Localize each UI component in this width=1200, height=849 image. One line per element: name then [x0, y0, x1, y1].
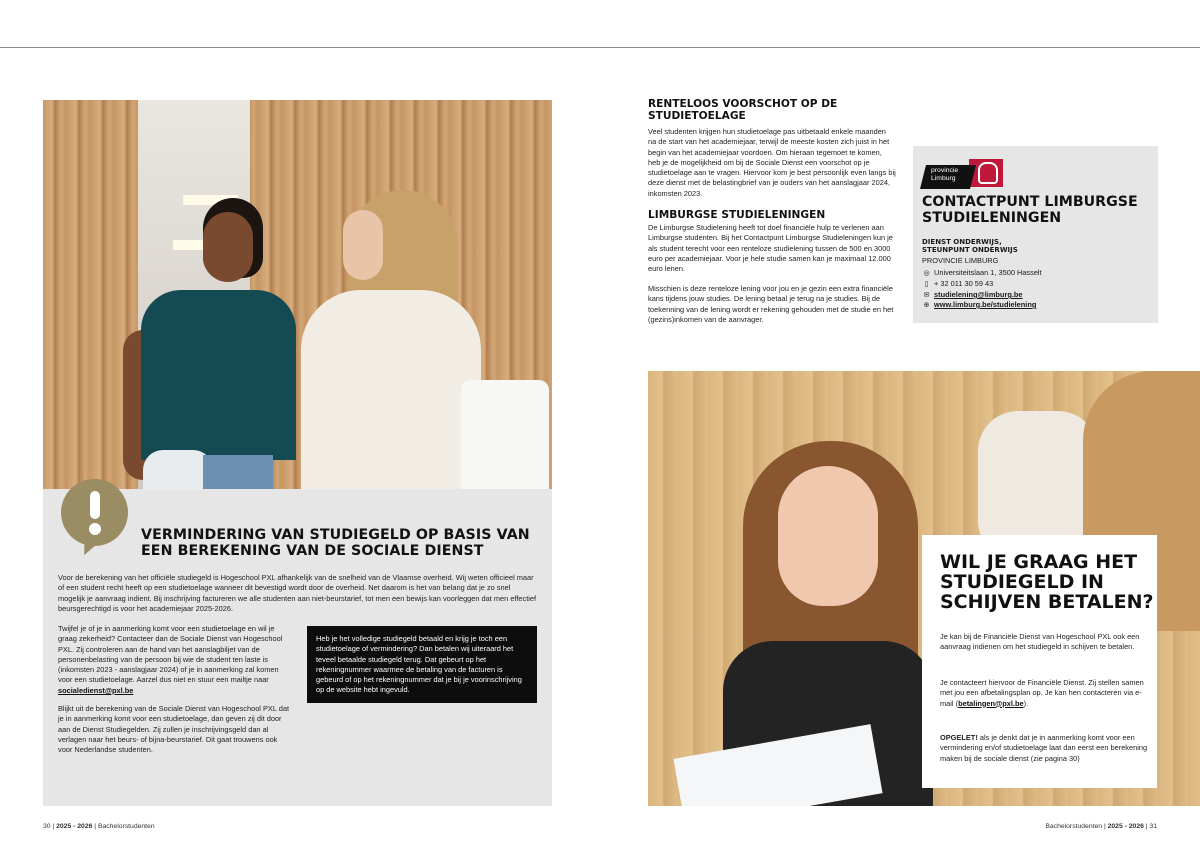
- renteloos-text: Veel studenten krijgen hun studietoelage pas uitbetaald enkele maanden na de start van het academiejaar, terwijl de meeste kosten zich juist in het begin van het academiejaar voordoen. Om hieraan tegemoet te komen, heb je de mogelijkheid om bij de Sociale Dienst een voorschot op je studietoelage aan te vragen. Hiervoor kom je best persoonlijk even langs bij deze dienst met de belastingbrief van je ouders van het aanslagjaar 2024, inkomsten 2023.: [648, 127, 896, 198]
- contact-address: [922, 268, 1152, 279]
- limburgse-text-2: Misschien is deze renteloze lening voor jou en je gezin een extra financiële kans tijdens jouw studies. De lening betaal je terug na je studies. Bij de toekenning van de lening wordt er rekening gehouden met de studie en het (gezins)inkomen van de aanvrager.: [648, 284, 894, 324]
- schijven-paragraph-2: [940, 678, 1155, 709]
- limburgse-studieleningen-heading: LIMBURGSE STUDIELENINGEN: [648, 209, 826, 221]
- page-number: 30: [43, 823, 51, 830]
- academic-year: 2025 - 2026: [1107, 823, 1144, 830]
- footer-right: Bachelorstudenten | 2025 - 2026 | 31: [1045, 823, 1157, 830]
- envelope-icon: ✉: [923, 292, 930, 299]
- paragraph-text: Twijfel je of je in aanmerking komt voor een studietoelage en wil je graag zekerheid? Contacteer dan de Sociale Dienst van Hogeschool PXL. Zij controleren aan de hand van het aanslagbiljet van de personenbelasting van de persoon bij wie de student ten laste is (inkomsten 2023 - aanslagjaar 2024) of je in aanmerking zal komen voor een studietoelage. Aarzel dus niet en stuur een mailtje naar: [58, 624, 283, 685]
- betalingen-email-link[interactable]: betalingen@pxl.be: [958, 698, 1024, 708]
- warning-label: OPGELET!: [940, 733, 978, 742]
- page-number: 31: [1149, 823, 1157, 830]
- vermindering-intro: Voor de berekening van het officiële studiegeld is Hogeschool PXL afhankelijk van de snelheid van de Vlaamse overheid. Wij weten officieel maar of een student recht heeft op een studietoelage wanneer dit bevestigd wordt door de overheid. Net daarom is het van belang dat je zo snel mogelijk je aanvraag indient. Bij inschrijving factureren we alle studenten aan niet-beurstarief, tot men een bewijs kan voorleggen dat men effectief beursgerechtigd is voor het academiejaar 2025-2026.: [58, 573, 537, 613]
- top-rule: [0, 47, 1200, 48]
- exclamation-mark-bar: [90, 491, 100, 519]
- contact-department: [922, 238, 1152, 255]
- vermindering-paragraph-1: [58, 624, 293, 696]
- location-pin-icon: ◎: [923, 270, 930, 277]
- logo-word: provincie: [931, 167, 959, 174]
- email-link[interactable]: studielening@limburg.be: [934, 290, 1023, 299]
- contact-province: PROVINCIE LIMBURG: [922, 256, 999, 265]
- contact-phone: [922, 279, 1152, 290]
- vermindering-paragraph-2: Blijkt uit de berekening van de Sociale Dienst van Hogeschool PXL dat je in aanmerking komt voor een studietoelage, dan geven zij dit door aan de Dienst Studiegelden. Zij zullen je inschrijvingsgeld dan al verlagen naar het beurs- of bijna-beurstarief. Dit gaat trouwens ook voor Nederlandse studenten.: [58, 704, 290, 755]
- exclamation-mark-dot: [89, 523, 101, 535]
- lion-crest-icon: [978, 162, 998, 184]
- department-line: STEUNPUNT ONDERWIJS: [922, 246, 1018, 255]
- website-link[interactable]: www.limburg.be/studielening: [934, 300, 1037, 309]
- phone-text: + 32 011 30 59 43: [934, 279, 994, 288]
- schijven-heading: WIL JE GRAAG HET STUDIEGELD IN SCHIJVEN BETALEN?: [940, 551, 1154, 613]
- logo-word: Limburg: [931, 174, 956, 182]
- schijven-paragraph-3: [940, 733, 1152, 764]
- students-photo-left: [43, 100, 552, 489]
- paragraph-text: ).: [1023, 698, 1029, 708]
- vermindering-heading: VERMINDERING VAN STUDIEGELD OP BASIS VAN EEN BEREKENING VAN DE SOCIALE DIENST: [141, 527, 530, 559]
- paragraph-text: als je denkt dat je in aanmerking komt voor een vermindering en/of studietoelage laat dan eerst een berekening maken bij de sociale dienst (zie pagina 30): [940, 733, 1148, 763]
- academic-year: 2025 - 2026: [56, 823, 93, 830]
- student-teal-shirt: [141, 290, 296, 460]
- department-line: DIENST ONDERWIJS,: [922, 238, 1002, 246]
- limburgse-text-1: De Limburgse Studielening heeft tot doel financiële hulp te verlenen aan Limburgse studenten. Bij het Contactpunt Limburgse Studieleningen kun je als student terecht voor een renteloze studielening tussen de 500 en 3000 euro per academiejaar. Voor je hele studie samen kan je maximaal 12.000 euro lenen.: [648, 223, 893, 274]
- audience-label: Bachelorstudenten: [97, 823, 155, 830]
- wall-diagonal: [648, 371, 670, 532]
- provincie-limburg-logo: [923, 159, 1003, 189]
- student-face: [778, 466, 878, 606]
- logo-text: [931, 167, 958, 182]
- student-white-blouse: [301, 290, 481, 489]
- paragraph-text: Je contacteert hiervoor de Financiële Dienst. Zij stellen samen met jou een afbetalingsplan op. Je kan hen contacteren via e-mail (: [940, 678, 1144, 708]
- renteloos-heading: RENTELOOS VOORSCHOT OP DE STUDIETOELAGE: [648, 98, 838, 122]
- contact-heading: CONTACTPUNT LIMBURGSE STUDIELENINGEN: [922, 194, 1138, 226]
- address-text: Universiteitslaan 1, 3500 Hasselt: [934, 268, 1042, 277]
- student-face: [203, 212, 253, 282]
- student-face: [343, 210, 383, 280]
- audience-label: Bachelorstudenten: [1045, 823, 1103, 830]
- student-jeans: [203, 455, 273, 489]
- globe-icon: ⊕: [923, 302, 930, 309]
- footer-left: 30 | 2025 - 2026 | Bachelorstudenten: [43, 823, 155, 830]
- contact-website: [922, 300, 1152, 311]
- terugbetaling-callout: Heb je het volledige studiegeld betaald en krijg je toch een studietoelage of vermindering? Dan betalen wij uiteraard het teveel betaalde studiegeld terug. Dat gebeurt op het rekeningnummer waarmee de betaling van de facturen is gebeurd of op het rekeningnummer dat je bij je voorinschrijving op de website hebt ingevuld.: [307, 626, 537, 703]
- schijven-paragraph-1: Je kan bij de Financiële Dienst van Hogeschool PXL ook een aanvraag indienen om het studiegeld in schijven te betalen.: [940, 632, 1140, 652]
- phone-icon: ▯: [924, 281, 929, 288]
- socialedienst-email-link[interactable]: socialedienst@pxl.be: [58, 685, 134, 695]
- tote-bag: [461, 380, 549, 489]
